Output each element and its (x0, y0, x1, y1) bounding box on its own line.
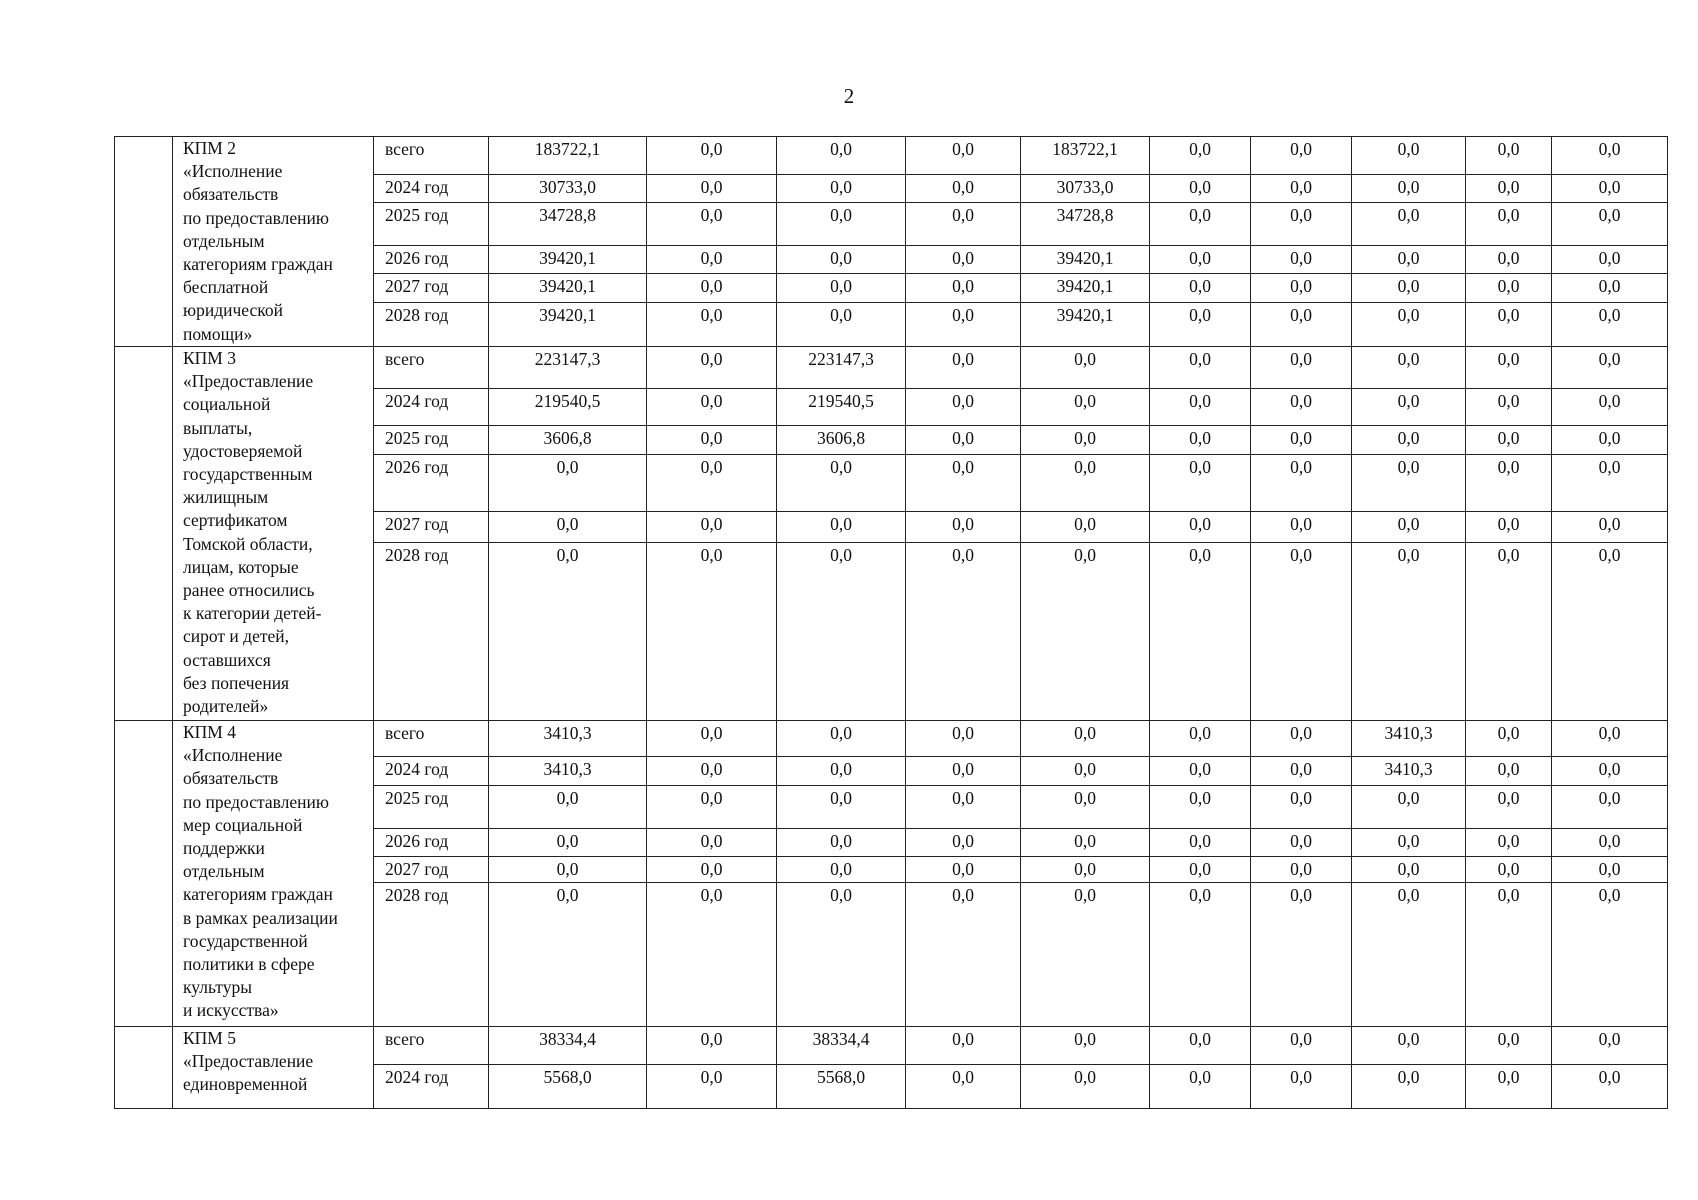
value-cell: 0,0 (906, 512, 1021, 543)
value-cell: 0,0 (1150, 857, 1251, 883)
value-cell: 0,0 (1466, 1027, 1552, 1065)
table-row (115, 721, 1668, 757)
value-cell: 0,0 (1552, 203, 1668, 246)
measure-name-line: «Предоставление (183, 1051, 314, 1072)
value-cell: 0,0 (906, 137, 1021, 175)
period-cell: 2026 год (374, 829, 489, 857)
value-cell: 0,0 (906, 543, 1021, 721)
period-cell: 2027 год (374, 857, 489, 883)
value-cell: 0,0 (1552, 1065, 1668, 1109)
value-cell: 0,0 (1251, 721, 1352, 757)
value-cell: 0,0 (777, 175, 906, 203)
value-cell: 183722,1 (1021, 137, 1150, 175)
value-cell: 0,0 (1150, 829, 1251, 857)
value-cell: 0,0 (1552, 455, 1668, 512)
measure-name-line: «Исполнение (183, 745, 283, 766)
value-cell: 0,0 (647, 829, 777, 857)
measure-name-line: выплаты, (183, 417, 253, 438)
value-cell: 0,0 (1352, 137, 1466, 175)
value-cell: 0,0 (489, 786, 647, 829)
value-cell: 0,0 (1021, 757, 1150, 786)
value-cell: 0,0 (1552, 757, 1668, 786)
value-cell: 0,0 (1466, 389, 1552, 426)
measure-name-line: ранее относились (183, 580, 315, 601)
value-cell: 0,0 (647, 274, 777, 303)
value-cell: 0,0 (1352, 426, 1466, 455)
measure-name-line: мер социальной (183, 814, 303, 835)
value-cell: 0,0 (1021, 883, 1150, 1027)
measure-name-line: жилищным (183, 487, 269, 508)
value-cell: 0,0 (1251, 246, 1352, 274)
value-cell: 0,0 (777, 455, 906, 512)
value-cell: 0,0 (777, 203, 906, 246)
measure-name-line: сертификатом (183, 510, 288, 531)
value-cell: 0,0 (1552, 246, 1668, 274)
value-cell: 0,0 (777, 246, 906, 274)
value-cell: 0,0 (489, 857, 647, 883)
measure-name-line: по предоставлению (183, 207, 329, 228)
value-cell: 5568,0 (489, 1065, 647, 1109)
value-cell: 0,0 (1552, 829, 1668, 857)
value-cell: 0,0 (1150, 543, 1251, 721)
period-cell: 2025 год (374, 203, 489, 246)
measure-name-line: «Предоставление (183, 371, 314, 392)
value-cell: 0,0 (1251, 1027, 1352, 1065)
measure-name-cell (173, 1027, 374, 1109)
value-cell: 0,0 (1150, 246, 1251, 274)
value-cell: 0,0 (647, 721, 777, 757)
value-cell: 39420,1 (489, 246, 647, 274)
measure-name-line: обязательств (183, 768, 279, 789)
value-cell: 0,0 (1021, 1065, 1150, 1109)
value-cell: 3410,3 (489, 721, 647, 757)
value-cell: 0,0 (1466, 175, 1552, 203)
value-cell: 0,0 (777, 786, 906, 829)
value-cell: 0,0 (777, 274, 906, 303)
value-cell: 0,0 (1352, 543, 1466, 721)
measure-name-line: КПМ 4 (183, 722, 236, 742)
value-cell: 38334,4 (777, 1027, 906, 1065)
value-cell: 0,0 (1552, 389, 1668, 426)
value-cell: 0,0 (906, 303, 1021, 347)
period-cell: 2026 год (374, 246, 489, 274)
period-cell: 2025 год (374, 426, 489, 455)
period-cell: всего (374, 137, 489, 175)
value-cell: 0,0 (1021, 1027, 1150, 1065)
value-cell: 0,0 (1150, 1027, 1251, 1065)
value-cell: 0,0 (1021, 347, 1150, 389)
value-cell: 0,0 (489, 829, 647, 857)
value-cell: 0,0 (906, 389, 1021, 426)
measure-name-line: юридической (183, 300, 283, 321)
measure-name-line: бесплатной (183, 277, 269, 298)
value-cell: 0,0 (777, 757, 906, 786)
measure-name-cell (173, 347, 374, 721)
measure-name-line: политики в сфере (183, 954, 315, 975)
period-cell: 2024 год (374, 1065, 489, 1109)
period-cell: 2028 год (374, 543, 489, 721)
value-cell: 0,0 (1352, 347, 1466, 389)
value-cell: 0,0 (1150, 175, 1251, 203)
value-cell: 0,0 (1021, 721, 1150, 757)
value-cell: 0,0 (1251, 389, 1352, 426)
value-cell: 0,0 (777, 137, 906, 175)
value-cell: 0,0 (1466, 426, 1552, 455)
value-cell: 0,0 (906, 757, 1021, 786)
value-cell: 0,0 (647, 347, 777, 389)
value-cell: 0,0 (1552, 175, 1668, 203)
value-cell: 0,0 (1352, 829, 1466, 857)
value-cell: 0,0 (906, 203, 1021, 246)
value-cell: 30733,0 (1021, 175, 1150, 203)
value-cell: 0,0 (1466, 246, 1552, 274)
period-cell: всего (374, 1027, 489, 1065)
value-cell: 0,0 (1251, 829, 1352, 857)
measure-name-line: обязательств (183, 184, 279, 205)
measure-name-line: оставшихся (183, 649, 271, 670)
value-cell: 3410,3 (489, 757, 647, 786)
value-cell: 0,0 (1466, 274, 1552, 303)
period-cell: 2024 год (374, 175, 489, 203)
measure-name-line: государственным (183, 464, 313, 485)
value-cell: 0,0 (1466, 137, 1552, 175)
value-cell: 0,0 (1352, 786, 1466, 829)
period-cell: 2028 год (374, 303, 489, 347)
value-cell: 0,0 (906, 721, 1021, 757)
measure-name-line: по предоставлению (183, 791, 329, 812)
measure-name-line: «Исполнение (183, 161, 283, 182)
value-cell: 3410,3 (1352, 757, 1466, 786)
value-cell: 219540,5 (777, 389, 906, 426)
measure-name-line: социальной (183, 394, 271, 415)
value-cell: 223147,3 (489, 347, 647, 389)
value-cell: 0,0 (1466, 757, 1552, 786)
value-cell: 0,0 (906, 883, 1021, 1027)
value-cell: 0,0 (1150, 303, 1251, 347)
value-cell: 0,0 (647, 1065, 777, 1109)
value-cell: 0,0 (1466, 543, 1552, 721)
value-cell: 0,0 (777, 512, 906, 543)
value-cell: 0,0 (1150, 426, 1251, 455)
index-cell (115, 137, 173, 347)
value-cell: 0,0 (1150, 721, 1251, 757)
value-cell: 183722,1 (489, 137, 647, 175)
value-cell: 0,0 (1552, 543, 1668, 721)
period-cell: 2028 год (374, 883, 489, 1027)
value-cell: 0,0 (1150, 512, 1251, 543)
value-cell: 0,0 (906, 786, 1021, 829)
value-cell: 0,0 (1552, 1027, 1668, 1065)
value-cell: 0,0 (647, 757, 777, 786)
value-cell: 0,0 (777, 829, 906, 857)
value-cell: 0,0 (1021, 857, 1150, 883)
value-cell: 0,0 (1352, 203, 1466, 246)
value-cell: 0,0 (1552, 857, 1668, 883)
index-cell (115, 347, 173, 721)
measure-name-line: лицам, которые (183, 556, 299, 577)
value-cell: 0,0 (1021, 512, 1150, 543)
measure-name-line: к категории детей- (183, 603, 322, 624)
budget-table (114, 136, 1668, 1109)
measure-name-line: КПМ 3 (183, 348, 236, 368)
measure-name-line: родителей» (183, 696, 269, 717)
value-cell: 0,0 (1352, 883, 1466, 1027)
measure-name-line: единовременной (183, 1074, 308, 1095)
measure-name-line: отдельным (183, 230, 265, 251)
value-cell: 0,0 (1352, 1065, 1466, 1109)
value-cell: 0,0 (777, 303, 906, 347)
value-cell: 0,0 (1352, 1027, 1466, 1065)
value-cell: 0,0 (1466, 786, 1552, 829)
value-cell: 0,0 (1150, 389, 1251, 426)
period-cell: всего (374, 347, 489, 389)
value-cell: 0,0 (1552, 786, 1668, 829)
value-cell: 0,0 (1251, 347, 1352, 389)
value-cell: 0,0 (647, 455, 777, 512)
value-cell: 0,0 (489, 883, 647, 1027)
value-cell: 0,0 (1352, 455, 1466, 512)
measure-name-line: категориям граждан (183, 254, 333, 275)
measure-name-line: и искусства» (183, 1000, 279, 1021)
value-cell: 0,0 (489, 543, 647, 721)
value-cell: 0,0 (1352, 303, 1466, 347)
measure-name-line: в рамках реализации (183, 907, 338, 928)
value-cell: 0,0 (906, 1065, 1021, 1109)
value-cell: 0,0 (647, 426, 777, 455)
value-cell: 34728,8 (1021, 203, 1150, 246)
value-cell: 0,0 (1251, 175, 1352, 203)
period-cell: 2025 год (374, 786, 489, 829)
value-cell: 3606,8 (777, 426, 906, 455)
period-cell: 2026 год (374, 455, 489, 512)
value-cell: 0,0 (489, 512, 647, 543)
measure-name-line: КПМ 5 (183, 1028, 236, 1048)
value-cell: 0,0 (906, 347, 1021, 389)
period-cell: 2027 год (374, 274, 489, 303)
value-cell: 0,0 (1352, 175, 1466, 203)
value-cell: 0,0 (1251, 455, 1352, 512)
value-cell: 0,0 (1251, 857, 1352, 883)
value-cell: 0,0 (1021, 543, 1150, 721)
value-cell: 3606,8 (489, 426, 647, 455)
value-cell: 0,0 (1466, 721, 1552, 757)
value-cell: 223147,3 (777, 347, 906, 389)
value-cell: 0,0 (647, 543, 777, 721)
value-cell: 3410,3 (1352, 721, 1466, 757)
value-cell: 0,0 (1251, 512, 1352, 543)
value-cell: 0,0 (1021, 389, 1150, 426)
value-cell: 0,0 (647, 175, 777, 203)
value-cell: 38334,4 (489, 1027, 647, 1065)
value-cell: 0,0 (647, 1027, 777, 1065)
value-cell: 0,0 (1150, 203, 1251, 246)
measure-name-line: помощи» (183, 323, 253, 344)
value-cell: 0,0 (1552, 274, 1668, 303)
measure-name-line: сирот и детей, (183, 626, 289, 647)
value-cell: 0,0 (777, 857, 906, 883)
value-cell: 0,0 (1150, 883, 1251, 1027)
measure-name-line: КПМ 2 (183, 138, 236, 158)
value-cell: 0,0 (1251, 543, 1352, 721)
value-cell: 0,0 (1466, 347, 1552, 389)
period-cell: всего (374, 721, 489, 757)
value-cell: 0,0 (1466, 829, 1552, 857)
value-cell: 0,0 (1251, 274, 1352, 303)
period-cell: 2027 год (374, 512, 489, 543)
measure-name-line: отдельным (183, 861, 265, 882)
value-cell: 0,0 (1150, 455, 1251, 512)
value-cell: 0,0 (647, 883, 777, 1027)
value-cell: 0,0 (1552, 303, 1668, 347)
value-cell: 0,0 (1251, 1065, 1352, 1109)
value-cell: 0,0 (1552, 137, 1668, 175)
measure-name-line: культуры (183, 977, 252, 998)
value-cell: 0,0 (777, 543, 906, 721)
value-cell: 0,0 (1552, 883, 1668, 1027)
value-cell: 0,0 (1552, 512, 1668, 543)
value-cell: 0,0 (647, 246, 777, 274)
table-row (115, 347, 1668, 389)
value-cell: 0,0 (1552, 347, 1668, 389)
value-cell: 0,0 (1021, 426, 1150, 455)
value-cell: 0,0 (777, 883, 906, 1027)
value-cell: 0,0 (906, 1027, 1021, 1065)
value-cell: 219540,5 (489, 389, 647, 426)
value-cell: 0,0 (777, 721, 906, 757)
value-cell: 0,0 (647, 203, 777, 246)
page-number: 2 (843, 84, 855, 108)
value-cell: 0,0 (1466, 1065, 1552, 1109)
value-cell: 0,0 (1552, 426, 1668, 455)
value-cell: 0,0 (1021, 829, 1150, 857)
value-cell: 0,0 (1466, 857, 1552, 883)
value-cell: 0,0 (1466, 883, 1552, 1027)
value-cell: 0,0 (1021, 455, 1150, 512)
value-cell: 0,0 (1466, 203, 1552, 246)
value-cell: 0,0 (906, 274, 1021, 303)
value-cell: 0,0 (906, 246, 1021, 274)
index-cell (115, 721, 173, 1027)
value-cell: 0,0 (647, 389, 777, 426)
value-cell: 0,0 (647, 786, 777, 829)
value-cell: 0,0 (906, 829, 1021, 857)
value-cell: 0,0 (1150, 137, 1251, 175)
measure-name-line: категориям граждан (183, 884, 333, 905)
index-cell (115, 1027, 173, 1109)
value-cell: 0,0 (1352, 274, 1466, 303)
measure-name-line: государственной (183, 930, 308, 951)
value-cell: 0,0 (1466, 303, 1552, 347)
table-row (115, 1027, 1668, 1065)
value-cell: 0,0 (1466, 512, 1552, 543)
measure-name-cell (173, 137, 374, 347)
value-cell: 0,0 (1150, 347, 1251, 389)
measure-name-line: удостоверяемой (183, 440, 303, 461)
value-cell: 0,0 (1352, 389, 1466, 426)
value-cell: 0,0 (1466, 455, 1552, 512)
value-cell: 0,0 (906, 857, 1021, 883)
value-cell: 0,0 (647, 303, 777, 347)
value-cell: 39420,1 (1021, 274, 1150, 303)
value-cell: 0,0 (1150, 1065, 1251, 1109)
value-cell: 39420,1 (1021, 303, 1150, 347)
value-cell: 39420,1 (489, 274, 647, 303)
value-cell: 0,0 (1150, 274, 1251, 303)
value-cell: 0,0 (1251, 426, 1352, 455)
value-cell: 0,0 (647, 857, 777, 883)
value-cell: 0,0 (906, 455, 1021, 512)
value-cell: 5568,0 (777, 1065, 906, 1109)
measure-name-line: без попечения (183, 672, 290, 693)
value-cell: 39420,1 (1021, 246, 1150, 274)
value-cell: 0,0 (1251, 883, 1352, 1027)
value-cell: 0,0 (1251, 203, 1352, 246)
value-cell: 0,0 (1352, 512, 1466, 543)
value-cell: 34728,8 (489, 203, 647, 246)
value-cell: 0,0 (906, 175, 1021, 203)
value-cell: 0,0 (1150, 786, 1251, 829)
value-cell: 0,0 (1552, 721, 1668, 757)
value-cell: 0,0 (1251, 757, 1352, 786)
measure-name-line: поддержки (183, 838, 265, 859)
value-cell: 0,0 (906, 426, 1021, 455)
value-cell: 0,0 (1150, 757, 1251, 786)
value-cell: 0,0 (489, 455, 647, 512)
period-cell: 2024 год (374, 389, 489, 426)
value-cell: 39420,1 (489, 303, 647, 347)
value-cell: 0,0 (647, 137, 777, 175)
value-cell: 30733,0 (489, 175, 647, 203)
measure-name-line: Томской области, (183, 533, 313, 554)
value-cell: 0,0 (1352, 246, 1466, 274)
value-cell: 0,0 (1251, 303, 1352, 347)
measure-name-cell (173, 721, 374, 1027)
value-cell: 0,0 (1021, 786, 1150, 829)
value-cell: 0,0 (1251, 786, 1352, 829)
table-row (115, 137, 1668, 175)
value-cell: 0,0 (1251, 137, 1352, 175)
period-cell: 2024 год (374, 757, 489, 786)
value-cell: 0,0 (647, 512, 777, 543)
value-cell: 0,0 (1352, 857, 1466, 883)
